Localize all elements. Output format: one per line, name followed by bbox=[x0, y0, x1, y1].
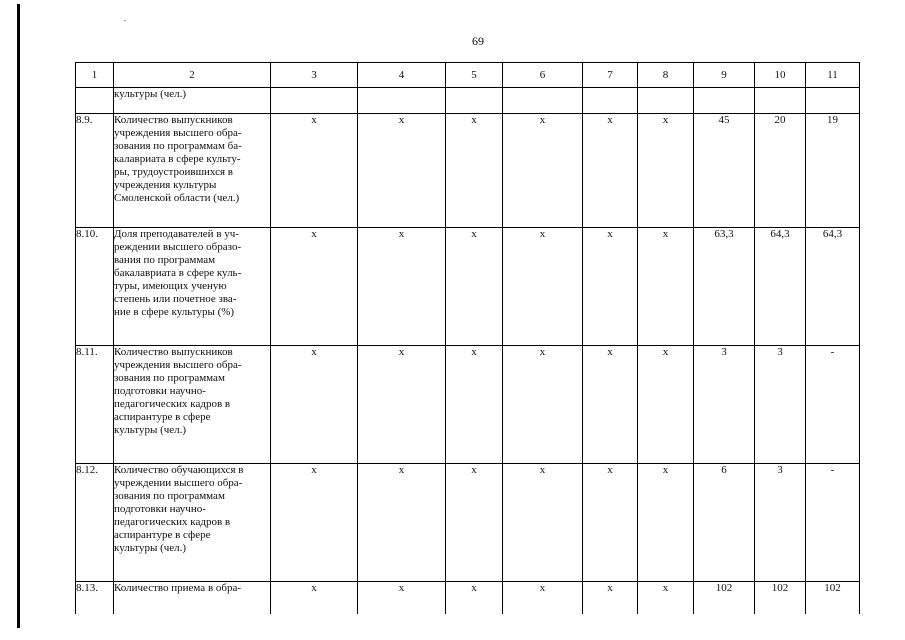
header-cell-col-8: 8 bbox=[638, 63, 694, 88]
header-cell-col-11: 11 bbox=[806, 63, 860, 88]
value-cell-col-10: 20 bbox=[755, 114, 806, 228]
indicator-name-cell bbox=[114, 464, 271, 582]
value-cell-col-9: 6 bbox=[694, 464, 755, 582]
value-cell-col-3: x bbox=[271, 582, 358, 615]
value-cell-col-4: x bbox=[358, 346, 446, 464]
value-cell-col-4: x bbox=[358, 114, 446, 228]
scan-speck bbox=[124, 20, 126, 21]
indicator-name-line: зования по программам bbox=[114, 372, 225, 384]
value-cell-col-9: 45 bbox=[694, 114, 755, 228]
value-cell-col-6 bbox=[503, 88, 583, 114]
row-number-cell: 8.12. bbox=[76, 464, 114, 582]
indicator-name-line: туры, имеющих ученую bbox=[114, 280, 227, 292]
value-cell-col-4 bbox=[358, 88, 446, 114]
table-row bbox=[76, 228, 860, 346]
value-cell-col-10: 3 bbox=[755, 346, 806, 464]
value-cell-col-10 bbox=[755, 88, 806, 114]
row-number-cell: 8.10. bbox=[76, 228, 114, 346]
value-cell-col-6: x bbox=[503, 228, 583, 346]
value-cell-col-4: x bbox=[358, 464, 446, 582]
page-number: 69 bbox=[472, 34, 484, 48]
value-cell-col-11: - bbox=[806, 346, 860, 464]
value-cell-col-7: x bbox=[583, 464, 638, 582]
indicator-name-line: аспирантуре в сфере bbox=[114, 411, 211, 423]
indicator-name-line: аспирантуре в сфере bbox=[114, 529, 211, 541]
value-cell-col-7: x bbox=[583, 114, 638, 228]
value-cell-col-11: 64,3 bbox=[806, 228, 860, 346]
header-cell-col-10: 10 bbox=[755, 63, 806, 88]
value-cell-col-6: x bbox=[503, 346, 583, 464]
table-header-row bbox=[76, 63, 860, 88]
header-cell-col-2: 2 bbox=[114, 63, 271, 88]
indicator-name-line: учреждения высшего обра- bbox=[114, 127, 242, 139]
indicator-table bbox=[75, 62, 860, 614]
table-row bbox=[76, 114, 860, 228]
value-cell-col-8: x bbox=[638, 582, 694, 615]
header-cell-col-6: 6 bbox=[503, 63, 583, 88]
indicator-name-line: подготовки научно- bbox=[114, 385, 206, 397]
value-cell-col-3: x bbox=[271, 114, 358, 228]
value-cell-col-3: x bbox=[271, 346, 358, 464]
value-cell-col-5: x bbox=[446, 582, 503, 615]
value-cell-col-4: x bbox=[358, 228, 446, 346]
value-cell-col-4: x bbox=[358, 582, 446, 615]
value-cell-col-6: x bbox=[503, 582, 583, 615]
value-cell-col-8: x bbox=[638, 114, 694, 228]
value-cell-col-6: x bbox=[503, 464, 583, 582]
value-cell-col-5: x bbox=[446, 346, 503, 464]
indicator-name-cell bbox=[114, 346, 271, 464]
value-cell-col-6: x bbox=[503, 114, 583, 228]
indicator-name-line: вания по программам bbox=[114, 254, 216, 266]
scan-left-edge-bar bbox=[17, 4, 20, 628]
table-row bbox=[76, 464, 860, 582]
table-body bbox=[76, 63, 860, 615]
row-number-cell: 8.9. bbox=[76, 114, 114, 228]
indicator-name-line: ры, трудоустроившихся в bbox=[114, 166, 234, 178]
value-cell-col-9 bbox=[694, 88, 755, 114]
value-cell-col-3: x bbox=[271, 464, 358, 582]
header-cell-col-3: 3 bbox=[271, 63, 358, 88]
value-cell-col-7 bbox=[583, 88, 638, 114]
value-cell-col-5: x bbox=[446, 228, 503, 346]
value-cell-col-7: x bbox=[583, 228, 638, 346]
indicator-name-line: Количество выпускников bbox=[114, 114, 233, 126]
value-cell-col-7: x bbox=[583, 582, 638, 615]
table-row bbox=[76, 346, 860, 464]
indicator-name-line: зования по программам bbox=[114, 490, 225, 502]
value-cell-col-9: 63,3 bbox=[694, 228, 755, 346]
indicator-name-line: культуры (чел.) bbox=[114, 542, 187, 554]
indicator-name-cell bbox=[114, 88, 271, 114]
indicator-name-line: реждении высшего образо- bbox=[114, 241, 242, 253]
value-cell-col-8: x bbox=[638, 228, 694, 346]
value-cell-col-8: x bbox=[638, 346, 694, 464]
value-cell-col-3: x bbox=[271, 228, 358, 346]
indicator-name-line: культуры (чел.) bbox=[114, 424, 187, 436]
value-cell-col-9: 102 bbox=[694, 582, 755, 615]
indicator-name-line: Количество обучающихся в bbox=[114, 464, 244, 476]
indicator-name-line: степень или почетное зва- bbox=[114, 293, 237, 305]
value-cell-col-9: 3 bbox=[694, 346, 755, 464]
indicator-name-cell bbox=[114, 228, 271, 346]
value-cell-col-11 bbox=[806, 88, 860, 114]
value-cell-col-11: - bbox=[806, 464, 860, 582]
value-cell-col-3 bbox=[271, 88, 358, 114]
value-cell-col-5: x bbox=[446, 464, 503, 582]
table-row bbox=[76, 88, 860, 114]
value-cell-col-8: x bbox=[638, 464, 694, 582]
header-cell-col-9: 9 bbox=[694, 63, 755, 88]
value-cell-col-5 bbox=[446, 88, 503, 114]
value-cell-col-7: x bbox=[583, 346, 638, 464]
indicator-name-line: культуры (чел.) bbox=[114, 88, 187, 100]
value-cell-col-5: x bbox=[446, 114, 503, 228]
indicator-name-line: учреждения культуры bbox=[114, 179, 217, 191]
value-cell-col-11: 102 bbox=[806, 582, 860, 615]
indicator-name-line: ние в сфере культуры (%) bbox=[114, 306, 235, 318]
value-cell-col-11: 19 bbox=[806, 114, 860, 228]
indicator-name-line: бакалавриата в сфере куль- bbox=[114, 267, 242, 279]
value-cell-col-10: 3 bbox=[755, 464, 806, 582]
row-number-cell bbox=[76, 88, 114, 114]
value-cell-col-10: 64,3 bbox=[755, 228, 806, 346]
row-number-cell: 8.11. bbox=[76, 346, 114, 464]
indicator-name-line: педагогических кадров в bbox=[114, 398, 231, 410]
value-cell-col-10: 102 bbox=[755, 582, 806, 615]
indicator-name-line: Количество выпускников bbox=[114, 346, 233, 358]
table-row bbox=[76, 582, 860, 615]
indicator-name-cell bbox=[114, 582, 271, 615]
indicator-name-line: зования по программам ба- bbox=[114, 140, 242, 152]
header-cell-col-1: 1 bbox=[76, 63, 114, 88]
header-cell-col-5: 5 bbox=[446, 63, 503, 88]
indicator-name-line: Доля преподавателей в уч- bbox=[114, 228, 239, 240]
row-number-cell: 8.13. bbox=[76, 582, 114, 615]
indicator-name-cell bbox=[114, 114, 271, 228]
indicator-name-line: калавриата в сфере культу- bbox=[114, 153, 241, 165]
indicator-name-line: педагогических кадров в bbox=[114, 516, 231, 528]
header-cell-col-7: 7 bbox=[583, 63, 638, 88]
value-cell-col-8 bbox=[638, 88, 694, 114]
header-cell-col-4: 4 bbox=[358, 63, 446, 88]
indicator-name-line: Смоленской области (чел.) bbox=[114, 192, 240, 204]
indicator-name-line: подготовки научно- bbox=[114, 503, 206, 515]
indicator-name-line: Количество приема в обра- bbox=[114, 582, 242, 594]
indicator-name-line: учреждения высшего обра- bbox=[114, 359, 242, 371]
indicator-name-line: учреждении высшего обра- bbox=[114, 477, 243, 489]
